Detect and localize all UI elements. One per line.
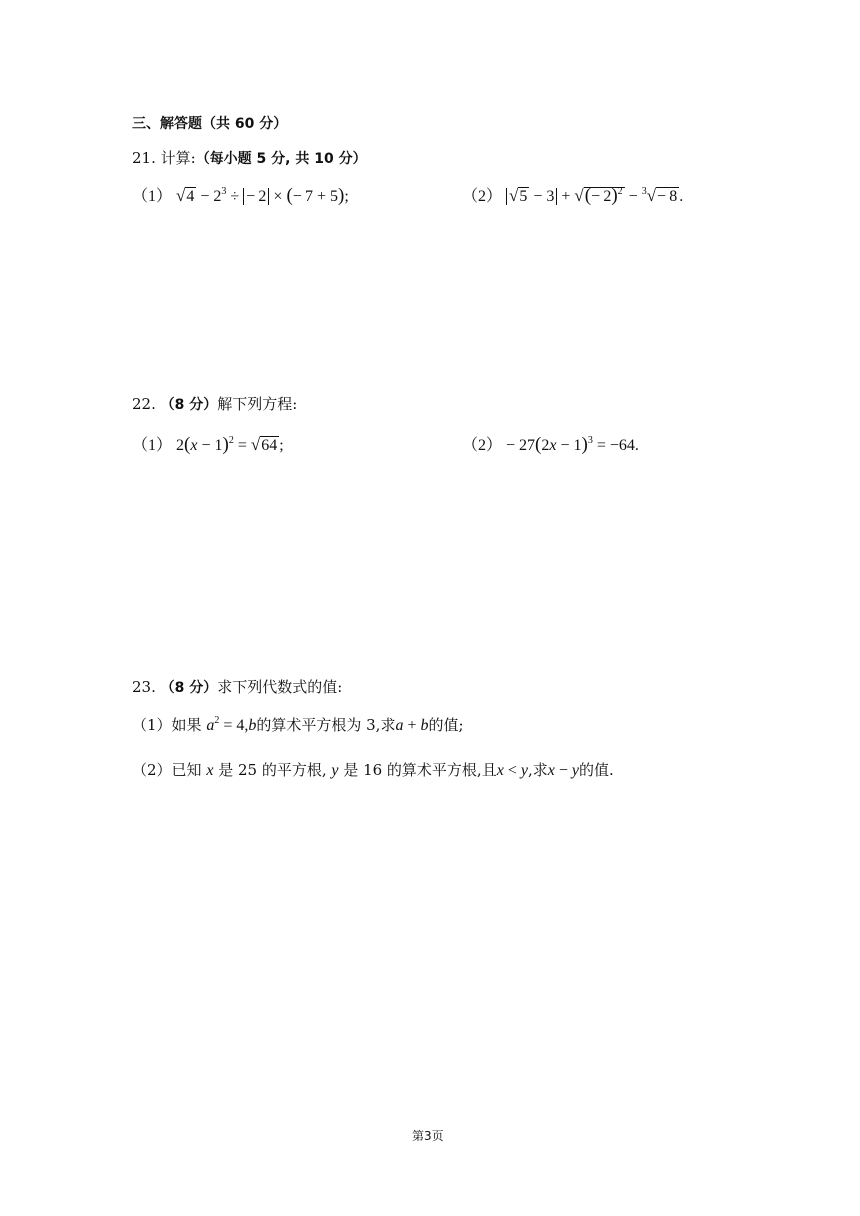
q21-part1: （1） $√4 - 2^3$ ÷ − 2 × (− 7 + 5); <box>132 185 349 206</box>
q21-title <box>132 147 367 168</box>
q22-p1-label: （1） <box>132 437 173 454</box>
q22-note: （8 分） <box>160 397 218 413</box>
q22-number: 22. <box>132 395 161 413</box>
q23-part1: （1）如果 $a^2 = 4,b$的算术平方根为 3,求a + b的值; <box>132 715 464 734</box>
q23-note: （8 分） <box>160 680 218 696</box>
section-header: 三、解答题（共 60 分） <box>132 116 288 132</box>
q22-p2-label: （2） <box>462 437 503 454</box>
q21-p1-radicand: 4 <box>186 188 195 205</box>
q21-p1-label: （1） <box>132 188 173 205</box>
q23-p1-label: （1） <box>132 716 172 734</box>
q21-number: 21. <box>132 149 161 167</box>
q23-p2-label: （2） <box>132 761 172 779</box>
q22-part2: $(2) - 27(2x - 1)^3 = -64$. <box>462 434 639 455</box>
q23-title <box>132 676 342 697</box>
q21-note: （每小题 5 分, 共 10 分） <box>195 151 367 167</box>
q22-title <box>132 393 297 414</box>
q23-number: 23. <box>132 678 161 696</box>
page-number: 第3页 <box>412 1129 444 1143</box>
q23-lead: 求下列代数式的值: <box>217 678 343 696</box>
q21-part2: （2） √5 − 3 + √(− 2)$^2$ − $^3$√− 8 . <box>462 185 684 206</box>
q23-part2: （2）已知 x 是 25 的平方根, y 是 16 的算术平方根,且x < y,求x − y的值. <box>132 761 614 779</box>
q22-lead: 解下列方程: <box>217 395 298 413</box>
q21-p2-label: （2） <box>462 188 503 205</box>
q21-lead: 计算: <box>160 149 196 167</box>
q22-part1: （1） $2(x - 1)^2 = √64$ ; <box>132 434 284 455</box>
